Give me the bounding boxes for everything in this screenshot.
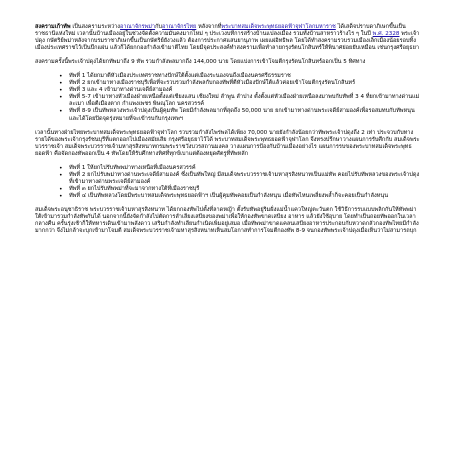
list-item: • ทัพที่ 1 ให้ยกไปรับทัพพม่าทางเหนือที่เมืองนครสวรรค์	[59, 165, 420, 172]
link-burma[interactable]: อาณาจักรพม่า	[120, 24, 156, 30]
list-item: • ทัพที่ ๓ ยกไปรับทัพพม่าที่จะมาจากทางใต้ที่เมืองราชบุรี	[59, 186, 420, 193]
list-item: • ทัพที่ 8-9 เป็นทัพหลวงพระเจ้าปดุงเป็นผู้คุมทัพ โดยมีกำลังพลมากที่สุดถึง 50,000 นาย ยกเข้ามาทางด่านพระเจดีย์สามองค์เพื่อรอสมทบกับทัพหนุน และได้โดยปิดจุดรุ่งหมายที่จะเข้ารบกับกรุงเทพฯ	[59, 108, 420, 122]
intro-paragraph: สงครามเก้าทัพ เป็นสงครามระหว่างอาณาจักรพม่ากับอาณาจักรไทย หลังจากที่พระบาทสมเด็จพระพุทธยอดฟ้าจุฬาโลกมหาราช ได้เสด็จปราบดาภิเษกขึ้นเป็นราชธานีแห่งใหม่ เวลานั้นบ้านเมืองอยู่ในช่วงจัดตั้งความมั่นคงมากไหม่ ๆ ประเวงบทีการสร้างบ้านแปลงเมือง รวมทั้งบ้านสาหราวร้างไร ๆ ในปี พ.ศ. 2328 พระเจ้าปดุง กษัตริย์พม่าหลังจากบรมราชาภิเษกขึ้นเป็นกษัตริย์ยังวงแล้ว ต้องการประกาศแสนยานุภาพ เผยแผ่อิทธิพล โดยได้ทำสงครามรวบรวมเมืองเล็กเมืองน้อยรอบทิ้งเมืองประเทศราชไว้เป็นปึกแผ่น แล้วก็ได้ยกกองกำลังเข้ามาตีไทย โดยมีจุดประสงค์ทำสงครามเพื่อทำลายกรุงรัตนโกสินทร์ให้พินาศย่อยยับเหมือน เช่นกรุงศรีอยุธยา	[35, 24, 420, 52]
defense-armies-list	[35, 165, 420, 200]
link-year-2328[interactable]: พ.ศ. 2328	[372, 31, 400, 38]
list-item: • ทัพที่ 1 ได้ยกมาตีหัวเมืองประเทศราชทางปักษ์ใต้ตั้งแต่เมืองระนองจนถึงเมืองนครศรีธรรมราช	[59, 73, 420, 80]
list-item: • ทัพที่ 3 และ 4 เข้ามาทางด่านเจดีย์สามองค์	[59, 87, 420, 94]
link-siam[interactable]: อาณาจักรไทย	[162, 24, 197, 30]
invasion-routes-list	[35, 73, 420, 122]
list-item: • ทัพที่ 5-7 เข้ามาทางหัวเมืองฝ่ายเหนือตั้งแต่เชียงแสน เชียงใหม่ ลำพูน ลำปาง ตั้งตั้งแต่หัวเมืองฝ่ายเหนือลงมาพบกับทัพที่ 3 4 ที่ยกเข้ามาทางด่านแม่ละเมา เพื่อตีเมืองตาก กำแพงเพชร พิษณุโลก นครสวรรค์	[59, 94, 420, 108]
siam-defense-paragraph: เวลานั้นทางฝ่ายไทยพระบาทสมเด็จพระพุทธยอดฟ้าจุฬาโลก รวบรวมกำลังไพร่พลได้เพียง 70,000 นายยังกำลังน้อยกว่าทัพพระเจ้าปดุงถึง 2 เท่า ประจวบกับทางรายได้ของพระเจ้ากรุงรัชนบุรีที่แตกออกไปเมืองสมัยเสีย กรุงศรีอยุธยาไว้ได้ พระบาทสมเด็จพระพุทธยอดฟ้าจุฬาโลก จึงทรงปรึกษาวางแผนการรับศึกกับ สมเด็จพระบวรราชเจ้า สมเด็จพระบวรราชเจ้ามหาสุรสิงหนาทกรมพระราชวังบวรสถานมงคล วางแผนการป้องกันบ้านเมืองอย่างไร แผนการรบของพระบาทสมเด็จพระพุทธยอดฟ้า คือจัดกองทัพออกเป็น 4 ทัพโดยให้รับศึกทางทิศที่ทุกข์เบาแต่ต้องหยุดศัตรูที่ทัพหลัก	[35, 129, 420, 157]
article-page	[35, 24, 420, 235]
list-item: • ทัพที่ ๔ เป็นทัพหลวงโดยมีพระบาทสมเด็จพระพุทธยอดฟ้าฯ เป็นผู้คุมทัพคอยเป็นกำลังหนุน เมื่อทัพไหนเพลี่ยงพล้ำก็จะคอยเป็นกำลังหนุน	[59, 193, 420, 200]
closing-paragraph: สมเด็จพระอนุชาธิราช พระบวรราชเจ้ามหาสุรสิงหนาท ได้ยกกองทัพไปตั้งที่ลาดหญ้า ตั้งรับทัพอยู่ริมฝั่งแม่น้ำแควใหญ่ตะวันตก ใช้วิธีการรบแบบพลิกกันให้ทัพพม่าใต้เข้ามารวมกำลังทัพกันได้ นอกจากนี้ยังจัดกำลังไปตัดการลำเลียงเสบียงของพม่าเพื่อให้กองทัพขาดเสบียง อาหาร แล้วยังใช้อุบาย โดยทำเป็นถอยทัพออกในเวลากลางคืน ครั้นรุ่งเช้าก็ให้ทหารเดินเข้ามาพลังดาว เสริมกำลังทำเลียนกำเนิดเพิ่มอยู่เสมอ เมื่อทัพพม่าขาดแคลนเสบียงอาหารประกอบกับหวาดกลัวกองทัพไทยมีกำลัง มากกว่า จึงไม่กล้าจะบุกเข้ามาโจมตี สมเด็จพระบวรราชเจ้ามหาสุรสิงหนาทเห็นสมโอกาสทำการโจมตีกองทัพ 8-9 จนกองทัพพระเจ้าปดุงเมื่อเห็นว่าไม่สามารถบุก	[35, 206, 419, 235]
list-item: • ทัพที่ 2 ยกไปรับพม่าทางด่านพระเจดีย์สามองค์ ซึ่งเป็นทัพใหญ่ มีสมเด็จพระบวรราชเจ้ามหาสุรสิงหนาทเป็นแม่ทัพ คอยไปรับทัพหลวงของพระเจ้าปดุงที่เข้ามาทางด่านพระเจดีย์สามองค์	[59, 172, 420, 186]
list-item: • ทัพที่ 2 ยกเข้ามาทางเมืองราชบุรีเพื่อที่จะรวบรวมกำลังพลกับกองทัพที่ตีหัวเมืองปักษ์ใต้แล้วค่อยเข้าโจมตีกรุงรัตนโกสินทร์	[59, 80, 420, 87]
article-term: สงครามเก้าทัพ	[35, 24, 71, 30]
link-king-rama-1[interactable]: พระบาทสมเด็จพระพุทธยอดฟ้าจุฬาโลกมหาราช	[221, 24, 336, 30]
army-paragraph: สงครามครั้งนี้พระเจ้าปดุงได้ยกทัพมาถึง 9 ทัพ รวมกำลังพลมากถึง 144,000 นาย โดยแบ่งการเข้าโจมตีกรุงรัตนโกสินทร์ออกเป็น 5 ทิศทาง	[35, 59, 366, 66]
